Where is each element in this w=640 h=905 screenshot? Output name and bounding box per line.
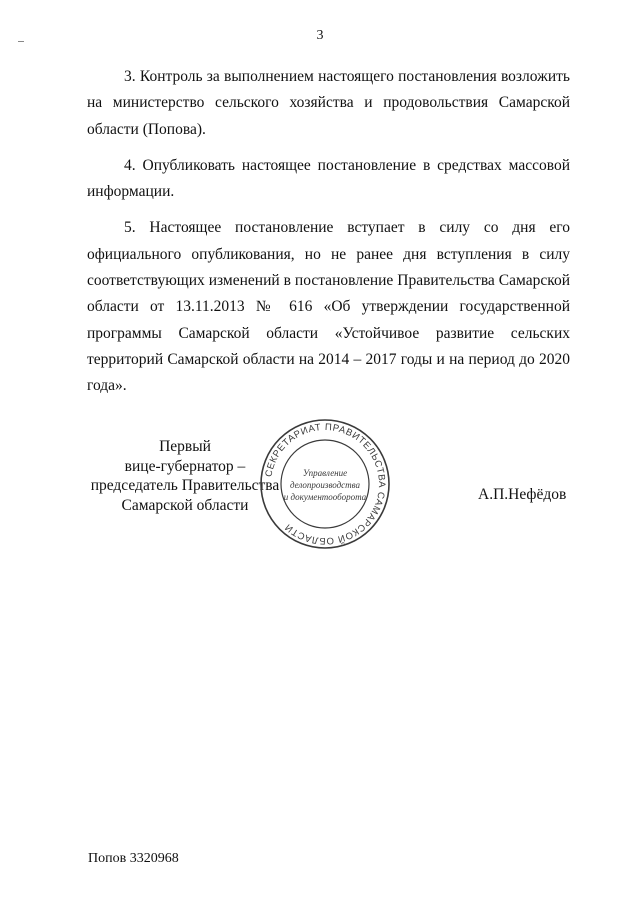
stamp-ring-textpath: СЕКРЕТАРИАТ ПРАВИТЕЛЬСТВА САМАРСКОЙ ОБЛАСТИ bbox=[263, 421, 388, 547]
paragraph-3: 3. Контроль за выполнением настоящего постановления возложить на министерство сельского хозяйства и продовольствия Самарской области (Попова). bbox=[87, 68, 570, 138]
paragraph-4: 4. Опубликовать настоящее постановление в средствах массовой информации. bbox=[87, 156, 570, 201]
stamp-center-line: и документооборота bbox=[283, 492, 367, 502]
signer-position-line: председатель Правительства bbox=[90, 477, 280, 494]
signer-position-line: Самарской области bbox=[121, 496, 249, 514]
signer-position-line: Первый bbox=[159, 438, 211, 455]
signer-name: А.П.Нефёдов bbox=[478, 486, 567, 503]
page-number: 3 bbox=[316, 28, 324, 43]
stamp-center-line: делопроизводства bbox=[289, 480, 361, 490]
document-body bbox=[87, 64, 570, 410]
signer-position-line: вице-губернатор – bbox=[124, 457, 246, 475]
footer-note: Попов 3320968 bbox=[88, 851, 179, 866]
official-stamp bbox=[259, 418, 391, 550]
stamp-center-line: Управление bbox=[302, 468, 348, 478]
paragraph-5: 5. Настоящее постановление вступает в силу со дня его официального опубликования, но не ранее дня вступления в силу соответствующих изменений в постановление Правительства Самарской области от 13.11.2013 № 616 «Об утверждении государственной программы Самарской области «Устойчивое развитие сельских территорий Самарской области на 2014 – 2017 годы и на период до 2020 года». bbox=[87, 219, 570, 395]
